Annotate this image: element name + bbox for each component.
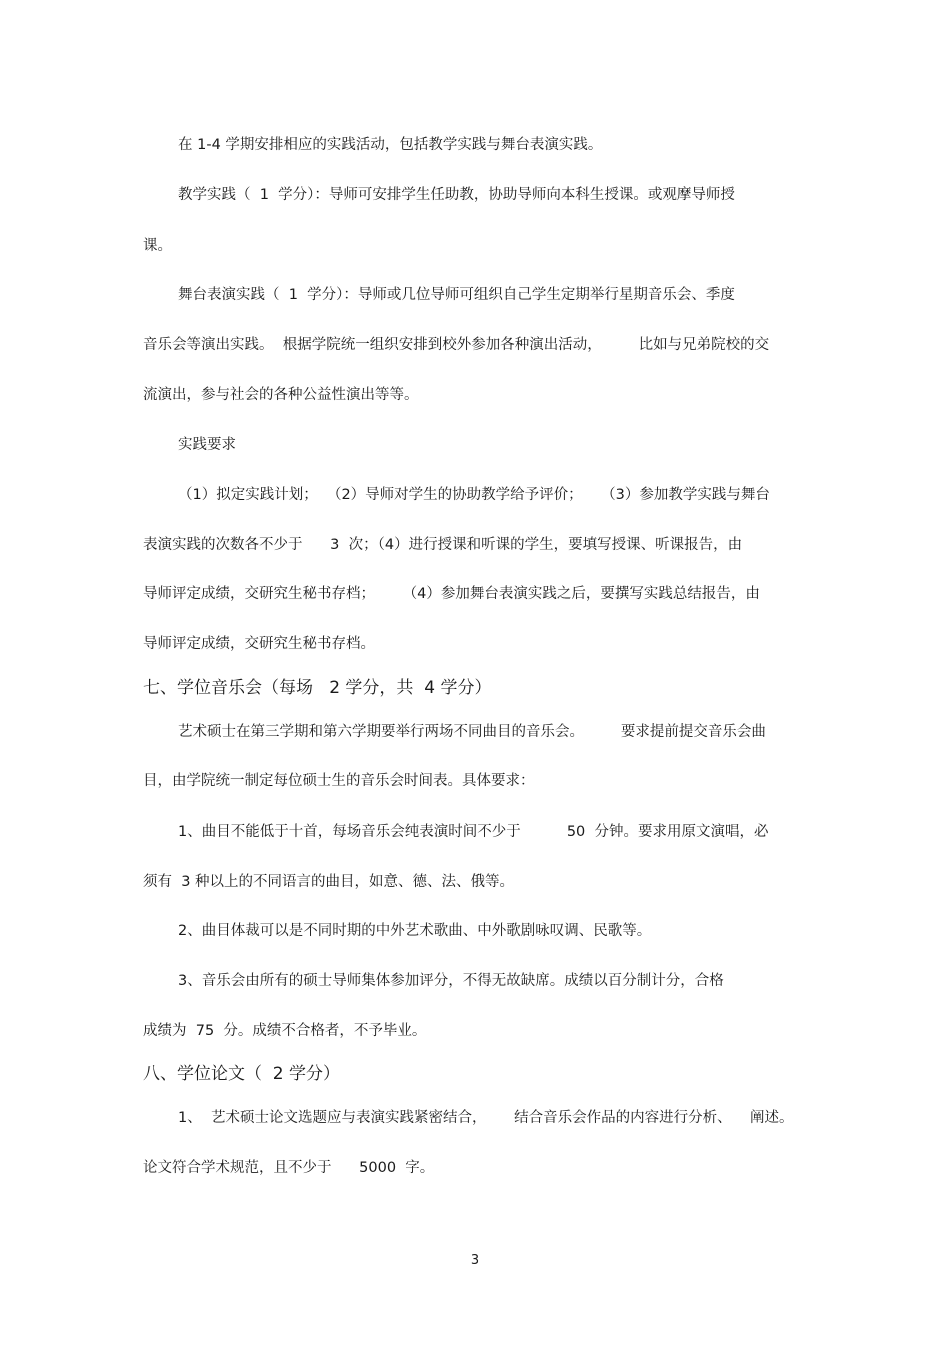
section-heading: 八、学位论文（ 2 学分） bbox=[143, 1064, 341, 1084]
paragraph-line: 表演实践的次数各不少于 3 次；（4）进行授课和听课的学生，要填写授课、听课报告，由 bbox=[143, 537, 743, 553]
paragraph-line: 1、 艺术硕士论文选题应与表演实践紧密结合， 结合音乐会作品的内容进行分析、 阐述。 bbox=[178, 1110, 794, 1126]
paragraph-line: 1、曲目不能低于十首，每场音乐会纯表演时间不少于 50 分钟。要求用原文演唱，必 bbox=[178, 824, 769, 840]
paragraph-line: 教学实践（ 1 学分）：导师可安排学生任助教，协助导师向本科生授课。或观摩导师授 bbox=[178, 187, 735, 203]
paragraph-line: 实践要求 bbox=[178, 437, 236, 453]
paragraph-line: 导师评定成绩，交研究生秘书存档； （4）参加舞台表演实践之后，要撰写实践总结报告，由 bbox=[143, 586, 760, 602]
paragraph-line: 2、曲目体裁可以是不同时期的中外艺术歌曲、中外歌剧咏叹调、民歌等。 bbox=[178, 923, 652, 939]
paragraph-line: 成绩为 75 分。成绩不合格者，不予毕业。 bbox=[143, 1023, 427, 1039]
paragraph-line: 舞台表演实践（ 1 学分）：导师或几位导师可组织自己学生定期举行星期音乐会、季度 bbox=[178, 287, 735, 303]
paragraph-line: 艺术硕士在第三学期和第六学期要举行两场不同曲目的音乐会。 要求提前提交音乐会曲 bbox=[178, 724, 766, 740]
paragraph-line: 3、音乐会由所有的硕士导师集体参加评分，不得无故缺席。成绩以百分制计分，合格 bbox=[178, 973, 724, 989]
paragraph-line: 在 1-4 学期安排相应的实践活动，包括教学实践与舞台表演实践。 bbox=[178, 137, 603, 153]
paragraph-line: 论文符合学术规范，且不少于 5000 字。 bbox=[143, 1160, 435, 1176]
paragraph-line: 导师评定成绩，交研究生秘书存档。 bbox=[143, 636, 375, 652]
page-number: 3 bbox=[470, 1253, 480, 1268]
section-heading: 七、学位音乐会（每场 2 学分，共 4 学分） bbox=[143, 678, 492, 698]
paragraph-line: 目，由学院统一制定每位硕士生的音乐会时间表。具体要求： bbox=[143, 773, 535, 789]
paragraph-line: 流演出，参与社会的各种公益性演出等等。 bbox=[143, 387, 419, 403]
paragraph-line: 课。 bbox=[143, 238, 172, 254]
paragraph-line: 音乐会等演出实践。 根据学院统一组织安排到校外参加各种演出活动， 比如与兄弟院校的交 bbox=[143, 337, 770, 353]
paragraph-line: （1）拟定实践计划； （2）导师对学生的协助教学给予评价； （3）参加教学实践与舞台 bbox=[178, 487, 770, 503]
paragraph-line: 须有 3 种以上的不同语言的曲目，如意、德、法、俄等。 bbox=[143, 874, 515, 890]
